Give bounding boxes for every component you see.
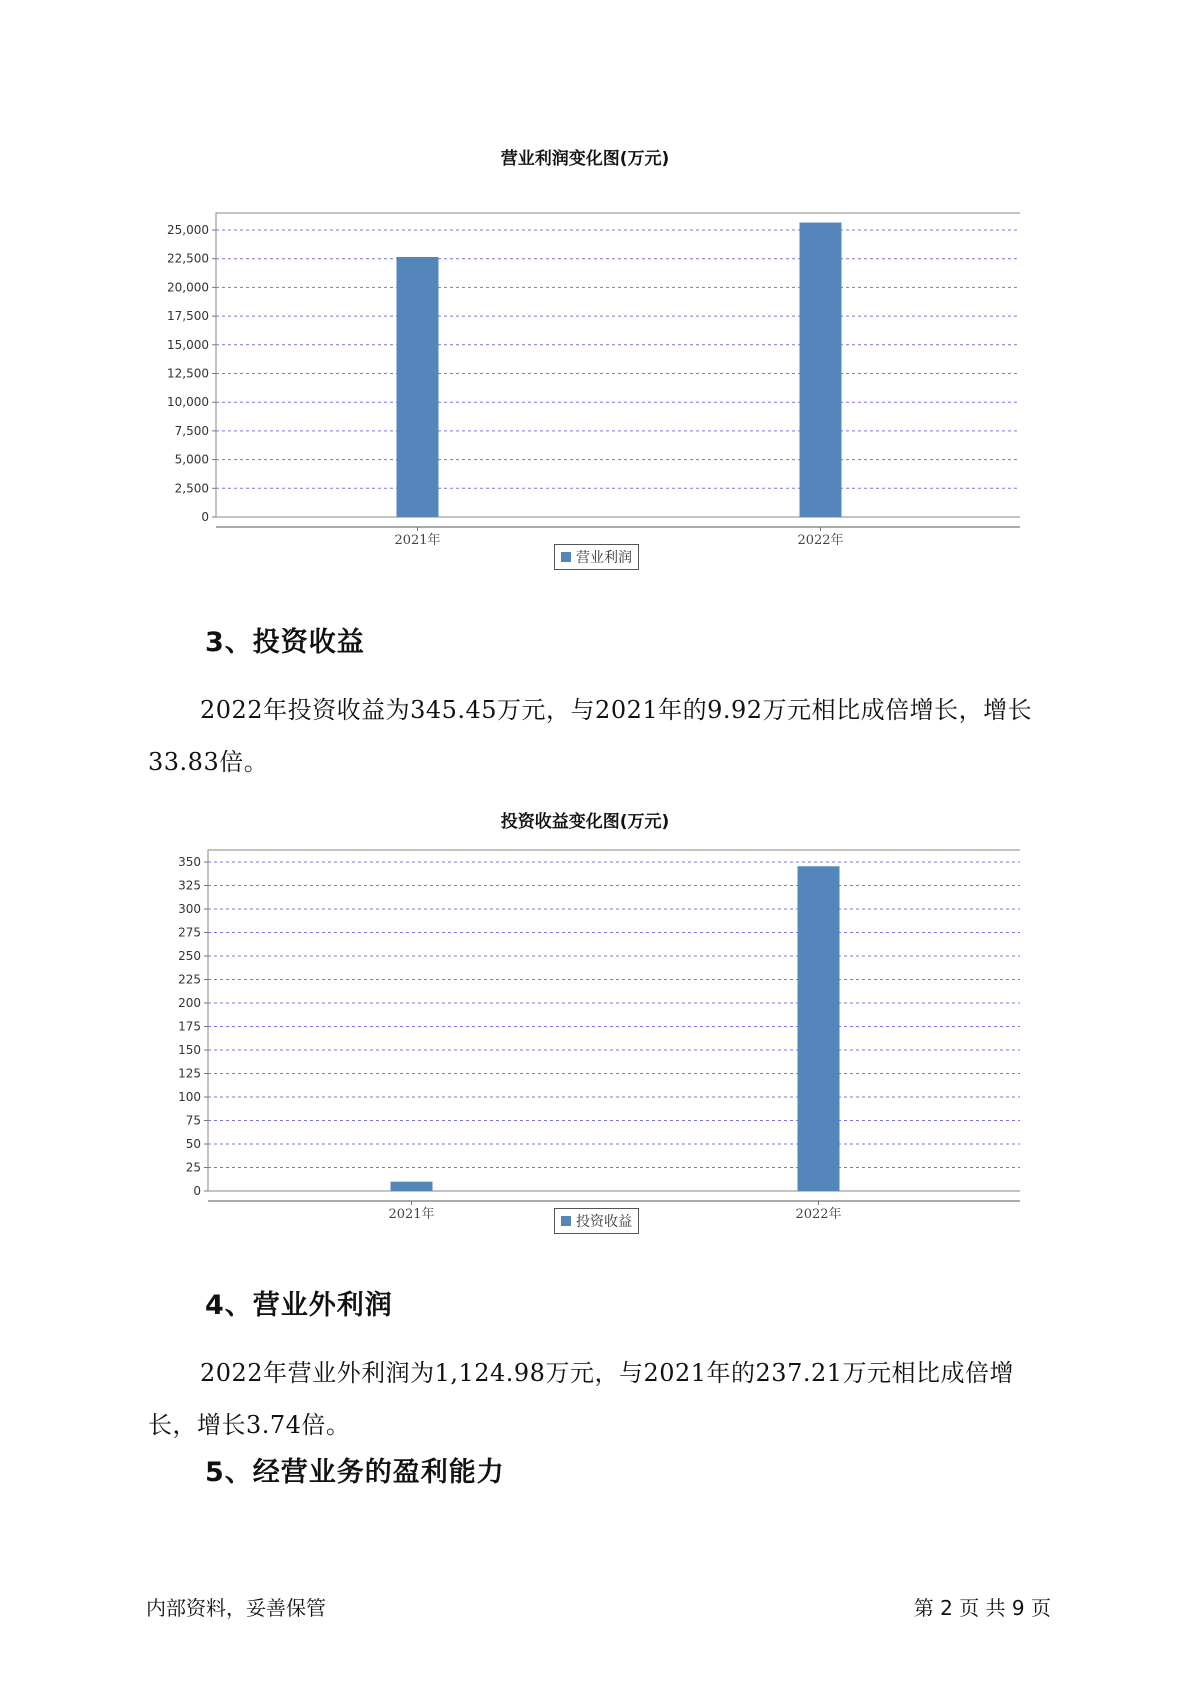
y-tick-label: 20,000 <box>167 280 209 295</box>
y-tick-label: 15,000 <box>167 337 209 352</box>
chart-title: 营业利润变化图(万元) <box>500 149 670 169</box>
y-tick-label: 325 <box>178 878 201 893</box>
section-paragraph-non-operating-profit: 2022年营业外利润为1,124.98万元，与2021年的237.21万元相比成倍增长，增长3.74倍。 <box>148 1359 1015 1439</box>
bar-2021年 <box>391 1182 433 1191</box>
y-tick-label: 150 <box>178 1043 201 1057</box>
y-tick-label: 125 <box>178 1066 201 1081</box>
x-tick-label: 2022年 <box>795 1207 842 1222</box>
y-tick-label: 225 <box>178 972 201 987</box>
section-heading-investment-income: 3、投资收益 <box>205 627 365 658</box>
legend-label: 营业利润 <box>576 550 632 566</box>
section-heading-non-operating-profit: 4、营业外利润 <box>205 1290 393 1321</box>
y-tick-label: 2,500 <box>174 481 209 496</box>
chart-plot <box>150 841 1020 1225</box>
x-tick-label: 2022年 <box>797 533 844 548</box>
legend-label: 投资收益 <box>576 1214 632 1230</box>
y-tick-label: 12,500 <box>167 366 209 381</box>
operating-profit-chart <box>150 140 1020 580</box>
y-tick-label: 350 <box>178 855 201 869</box>
x-tick-label: 2021年 <box>388 1207 435 1222</box>
y-tick-label: 50 <box>185 1137 201 1151</box>
y-tick-label: 0 <box>201 510 209 524</box>
y-tick-label: 200 <box>178 996 201 1010</box>
bar-2021年 <box>397 257 439 517</box>
bar-2022年 <box>800 223 842 517</box>
plot-frame <box>208 850 1020 1191</box>
y-tick-label: 275 <box>178 925 201 940</box>
y-tick-label: 5,000 <box>174 452 209 467</box>
investment-income-chart <box>150 803 1020 1247</box>
chart-title: 投资收益变化图(万元) <box>500 812 670 832</box>
y-tick-label: 100 <box>178 1090 201 1104</box>
footer-confidential-note: 内部资料，妥善保管 <box>146 1596 326 1620</box>
chart-legend <box>554 1208 639 1234</box>
chart-legend <box>554 544 639 570</box>
section-heading-operating-profitability: 5、经营业务的盈利能力 <box>205 1457 505 1488</box>
y-tick-label: 10,000 <box>167 395 209 410</box>
y-tick-label: 300 <box>178 902 201 916</box>
legend-swatch <box>561 552 571 562</box>
y-tick-label: 75 <box>185 1113 201 1128</box>
y-tick-label: 175 <box>178 1019 201 1034</box>
y-tick-label: 22,500 <box>167 251 209 266</box>
y-tick-label: 7,500 <box>174 423 209 438</box>
legend-swatch <box>561 1216 571 1226</box>
footer-page-number: 第 2 页 共 9 页 <box>913 1596 1051 1620</box>
y-tick-label: 17,500 <box>167 309 209 324</box>
y-tick-label: 0 <box>193 1184 201 1198</box>
y-tick-label: 25,000 <box>167 223 209 237</box>
x-tick-label: 2021年 <box>394 533 441 548</box>
chart-plot <box>150 180 1020 560</box>
y-tick-label: 250 <box>178 949 201 963</box>
section-paragraph-investment-income: 2022年投资收益为345.45万元，与2021年的9.92万元相比成倍增长，增长33.83倍。 <box>148 696 1033 776</box>
bar-2022年 <box>798 866 840 1191</box>
y-tick-label: 25 <box>185 1160 201 1175</box>
